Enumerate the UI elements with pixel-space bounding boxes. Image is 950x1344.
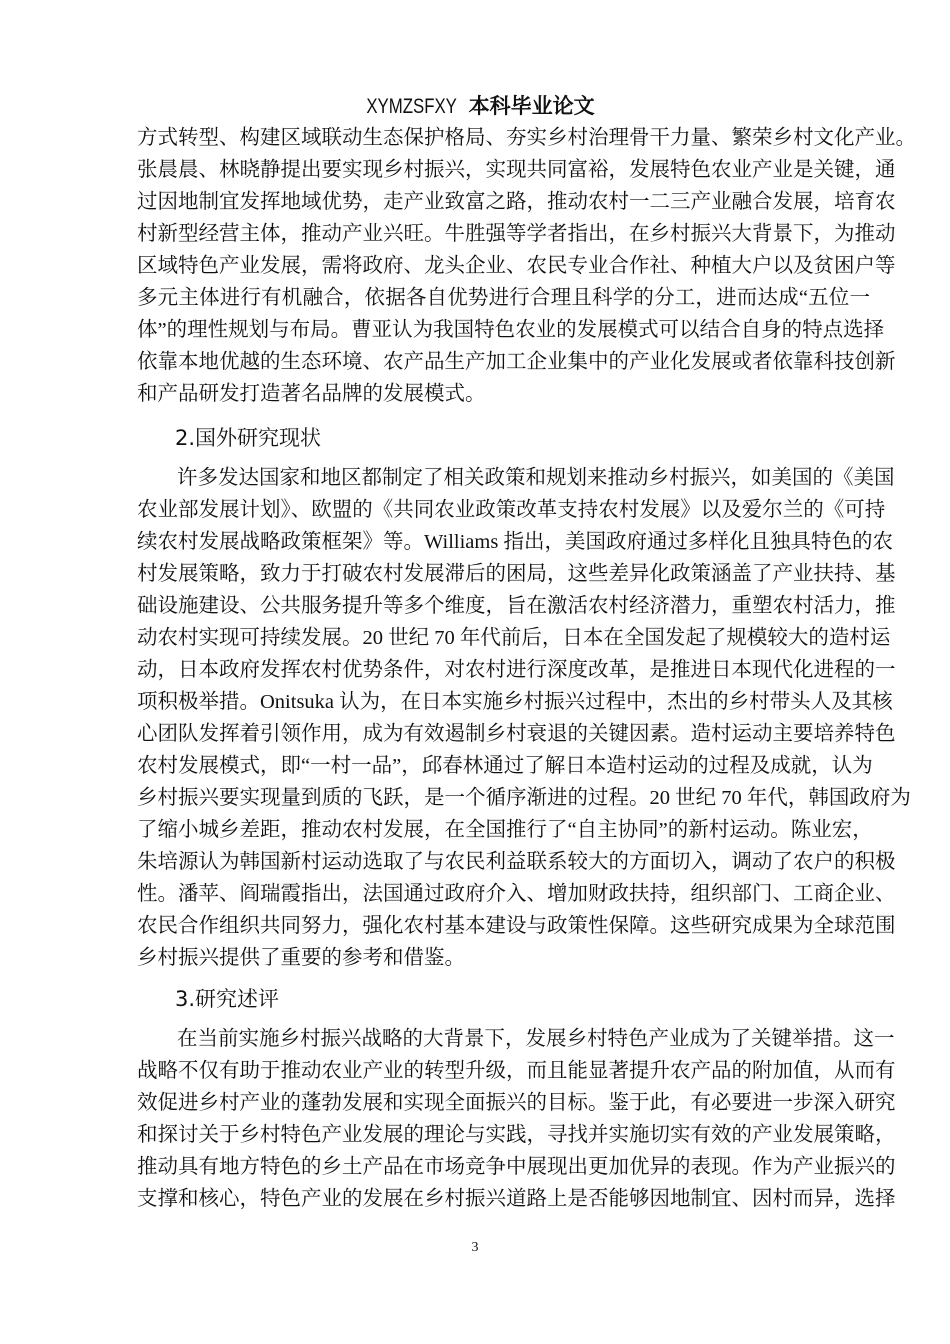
text-line: 许多发达国家和地区都制定了相关政策和规划来推动乡村振兴，如美国的《美国 — [177, 467, 895, 489]
header-title: 本科毕业论文 — [468, 94, 595, 118]
text-line: 过因地制宜发挥地域优势，走产业致富之路，推动农村一二三产业融合发展，培育农 — [137, 191, 896, 213]
text-line: 村新型经营主体，推动产业兴旺。牛胜强等学者指出，在乡村振兴大背景下，为推动 — [137, 223, 896, 245]
text-line: 村发展策略，致力于打破农村发展滞后的困局，这些差异化政策涵盖了产业扶持、基 — [137, 563, 896, 585]
paragraph-research-review — [137, 1023, 896, 1215]
section-heading-research-review: 3.研究述评 — [175, 987, 280, 1011]
text-line: 农村发展模式，即“一村一品”，邱春林通过了解日本造村运动的过程及成就，认为 — [137, 755, 873, 777]
text-line: 支撑和核心，特色产业的发展在乡村振兴道路上是否能够因地制宜、因村而异，选择 — [137, 1188, 896, 1210]
page-header — [0, 90, 950, 120]
text-line: 体”的理性规划与布局。曹亚认为我国特色农业的发展模式可以结合自身的特点选择 — [137, 319, 885, 341]
text-line: 张晨晨、林晓静提出要实现乡村振兴，实现共同富裕，发展特色农业产业是关键，通 — [137, 159, 896, 181]
text-line: 农业部发展计划》、欧盟的《共同农业政策改革支持农村发展》以及爱尔兰的《可持 — [137, 499, 886, 521]
text-line: 和产品研发打造著名品牌的发展模式。 — [137, 383, 486, 405]
text-line: 和探讨关于乡村特色产业发展的理论与实践，寻找并实施切实有效的产业发展策略， — [137, 1124, 896, 1146]
text-line: 动农村实现可持续发展。20 世纪 70 年代前后，日本在全国发起了规模较大的造村运 — [137, 627, 891, 649]
text-line: 战略不仅有助于推动农业产业的转型升级，而且能显著提升农产品的附加值，从而有 — [137, 1060, 896, 1082]
text-line: 心团队发挥着引领作用，成为有效遏制乡村衰退的关键因素。造村运动主要培养特色 — [137, 723, 896, 745]
page-number: 3 — [471, 1240, 479, 1255]
text-line: 推动具有地方特色的乡土产品在市场竞争中展现出更加优异的表现。作为产业振兴的 — [137, 1156, 896, 1178]
paragraph-foreign-research — [137, 462, 911, 974]
text-line: 性。潘苹、阎瑞霞指出，法国通过政府介入、增加财政扶持，组织部门、工商企业、 — [137, 883, 896, 905]
text-line: 方式转型、构建区域联动生态保护格局、夯实乡村治理骨干力量、繁荣乡村文化产业。 — [137, 127, 916, 149]
section-heading-foreign-research: 2.国外研究现状 — [175, 426, 322, 450]
paragraph-domestic-research-continued — [137, 122, 916, 410]
text-line: 项积极举措。Onitsuka 认为，在日本实施乡村振兴过程中，杰出的乡村带头人及其核 — [137, 691, 893, 713]
text-line: 多元主体进行有机融合，依据各自优势进行合理且科学的分工，进而达成“五位一 — [137, 287, 870, 309]
text-line: 效促进乡村产业的蓬勃发展和实现全面振兴的目标。鉴于此，有必要进一步深入研究 — [137, 1092, 896, 1114]
text-line: 续农村发展战略政策框架》等。Williams 指出，美国政府通过多样化且独具特色的农 — [137, 531, 893, 553]
text-line: 农民合作组织共同努力，强化农村基本建设与政策性保障。这些研究成果为全球范围 — [137, 915, 896, 937]
text-line: 础设施建设、公共服务提升等多个维度，旨在激活农村经济潜力，重塑农村活力，推 — [137, 595, 896, 617]
text-line: 乡村振兴要实现量到质的飞跃，是一个循序渐进的过程。20 世纪 70 年代，韩国政府为 — [137, 787, 911, 809]
text-line: 朱培源认为韩国新村运动选取了与农民利益联系较大的方面切入，调动了农户的积极 — [137, 851, 896, 873]
text-line: 在当前实施乡村振兴战略的大背景下，发展乡村特色产业成为了关键举措。这一 — [177, 1028, 895, 1050]
text-line: 区域特色产业发展，需将政府、龙头企业、农民专业合作社、种植大户以及贫困户等 — [137, 255, 896, 277]
text-line: 依靠本地优越的生态环境、农产品生产加工企业集中的产业化发展或者依靠科技创新 — [137, 351, 896, 373]
text-line: 了缩小城乡差距，推动农村发展，在全国推行了“自主协同”的新村运动。陈业宏， — [137, 819, 873, 841]
text-line: 动，日本政府发挥农村优势条件，对农村进行深度改革，是推进日本现代化进程的一 — [137, 659, 896, 681]
text-line: 乡村振兴提供了重要的参考和借鉴。 — [137, 947, 465, 969]
header-code: XYMZSFXY — [366, 95, 458, 118]
